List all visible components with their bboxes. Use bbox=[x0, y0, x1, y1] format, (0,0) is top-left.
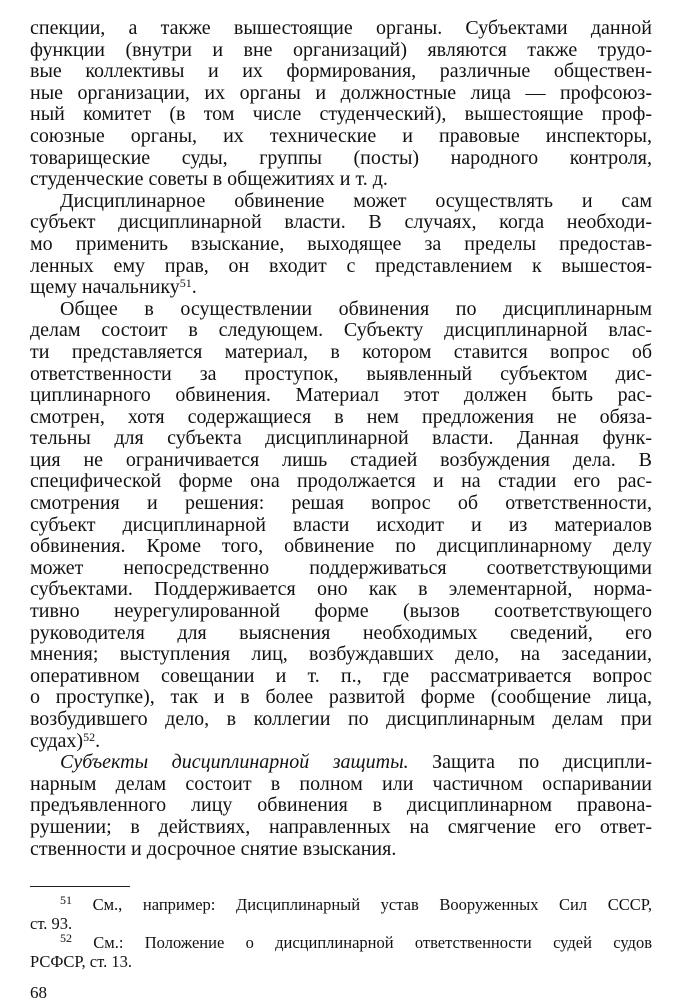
paragraph-3 bbox=[30, 299, 652, 752]
text-line: тельны для субъекта дисциплинарной власти. Данная функ- bbox=[30, 427, 652, 450]
text-line: студенческие советы в общежитиях и т. д. bbox=[30, 168, 388, 191]
text-line: ственности и досрочное снятие взыскания. bbox=[30, 837, 397, 860]
text-line: товарищеские суды, группы (посты) народного контроля, bbox=[30, 146, 652, 169]
text-line: рушении; в действиях, направленных на смягчение его ответ- bbox=[30, 815, 652, 838]
text-line: спекции, а также вышестоящие органы. Субъектами данной bbox=[30, 17, 652, 39]
text-line: обвинения. Кроме того, обвинение по дисциплинарному делу bbox=[30, 535, 652, 558]
text-line: Дисциплинарное обвинение может осуществлять и сам bbox=[60, 189, 652, 212]
paragraph-2 bbox=[30, 191, 652, 299]
text-line: смотрения и решения: решая вопрос об ответственности, bbox=[30, 492, 652, 515]
text-line: субъектами. Поддерживается оно как в элементарной, норма- bbox=[30, 578, 652, 601]
text-run: . bbox=[191, 276, 197, 299]
text-line: Общее в осуществлении обвинения по дисциплинарным bbox=[60, 297, 652, 320]
footnote-number: 52 bbox=[60, 931, 72, 946]
footnote-number: 51 bbox=[60, 893, 72, 908]
text-line: о проступке), так и в более развитой форме (сообщение лица, bbox=[30, 686, 652, 709]
footnote-divider bbox=[30, 886, 130, 887]
text-line: субъект дисциплинарной власти исходит и из материалов bbox=[30, 513, 652, 536]
text-line bbox=[30, 731, 652, 753]
paragraph-4 bbox=[30, 752, 652, 860]
text-line: функции (внутри и вне организаций) являются также трудо- bbox=[30, 38, 652, 61]
text-line: нарным делам состоит в полном или частичном оспаривании bbox=[30, 772, 652, 795]
paragraph-1 bbox=[30, 18, 652, 191]
text-line: ный комитет (в том числе студенческий), вышестоящие проф- bbox=[30, 103, 652, 126]
text-line bbox=[30, 752, 652, 774]
footnote-line: ст. 93. bbox=[30, 914, 73, 934]
text-line: может непосредственно поддерживаться соответствующими bbox=[30, 556, 652, 579]
text-line: предъявленного лицу обвинения в дисциплинарном правона- bbox=[30, 794, 652, 817]
footnote-line: РСФСР, ст. 13. bbox=[30, 952, 132, 972]
book-page bbox=[30, 18, 652, 1003]
text-line: возбудившего дело, в коллегии по дисциплинарным делам при bbox=[30, 708, 652, 730]
text-line: делам состоит в следующем. Субъекту дисциплинарной влас- bbox=[30, 319, 652, 342]
footnote-ref-51: 51 bbox=[179, 276, 192, 291]
text-line: мо применить взыскание, выходящее за пределы предостав- bbox=[30, 232, 652, 255]
text-run: судах) bbox=[30, 729, 84, 752]
footnote-line bbox=[30, 933, 652, 952]
footnote-line bbox=[30, 895, 652, 914]
text-line: мнения; выступления лиц, возбуждавших дело, на заседании, bbox=[30, 643, 652, 666]
text-line: циплинарного обвинения. Материал этот должен быть рас- bbox=[30, 384, 652, 407]
text-line bbox=[30, 277, 652, 299]
footnote-51 bbox=[30, 895, 652, 933]
text-line: вые коллективы и их формирования, различные обществен- bbox=[30, 60, 652, 83]
footnote-52 bbox=[30, 933, 652, 971]
text-run: См.: Положение о дисциплинарной ответственности судей судов bbox=[72, 933, 652, 953]
text-run: См., например: Дисциплинарный устав Вооруженных Сил СССР, bbox=[72, 895, 652, 915]
text-line: ные организации, их органы и должностные лица — профсоюз- bbox=[30, 81, 652, 104]
text-run: Защита по дисципли- bbox=[408, 751, 652, 774]
section-heading-italic: Субъекты дисциплинарной защиты. bbox=[60, 751, 409, 774]
text-line: субъект дисциплинарной власти. В случаях, когда необходи- bbox=[30, 211, 652, 234]
text-run: . bbox=[95, 729, 101, 752]
text-line: специфической форме она продолжается и на стадии его рас- bbox=[30, 470, 652, 493]
text-line: союзные органы, их технические и правовые инспекторы, bbox=[30, 124, 652, 147]
text-line: смотрен, хотя содержащиеся в нем предложения не обяза- bbox=[30, 405, 652, 428]
text-line: руководителя для выяснения необходимых сведений, его bbox=[30, 621, 652, 644]
footnote-ref-52: 52 bbox=[83, 729, 96, 744]
text-line: ленных ему прав, он входит с представлением к вышестоя- bbox=[30, 254, 652, 277]
text-line: ответственности за проступок, выявленный субъектом дис- bbox=[30, 362, 652, 385]
text-line: оперативном совещании и т. п., где рассматривается вопрос bbox=[30, 664, 652, 687]
page-number: 68 bbox=[30, 983, 47, 1003]
text-run: щему начальнику bbox=[30, 276, 180, 299]
text-line: тивно неурегулированной форме (вызов соответствующего bbox=[30, 600, 652, 623]
text-line: ти представляется материал, в котором ставится вопрос об bbox=[30, 340, 652, 363]
text-line: ция не ограничивается лишь стадией возбуждения дела. В bbox=[30, 448, 652, 471]
